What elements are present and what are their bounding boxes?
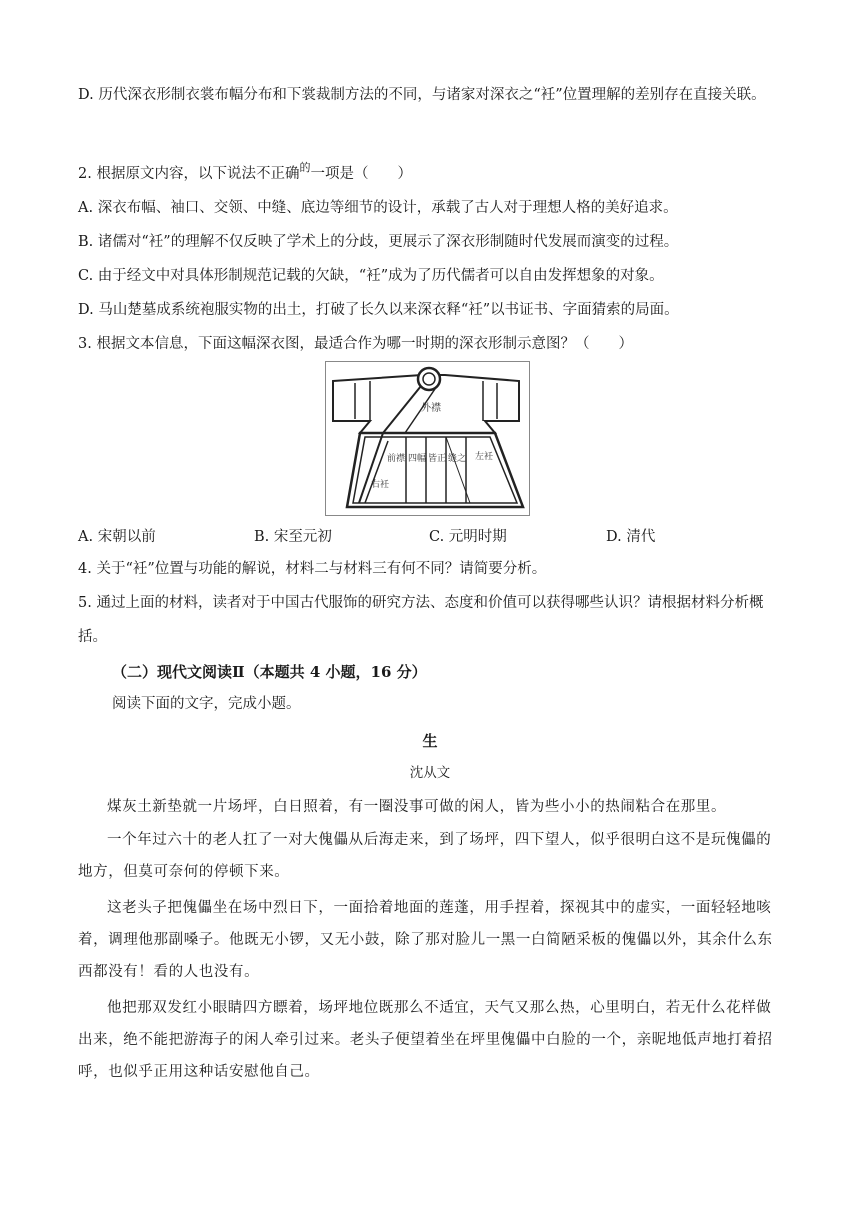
- question-2-option-c: C. 由于经文中对具体形制规范记载的欠缺，“衽”成为了历代儒者可以自由发挥想象的对象。: [78, 268, 664, 284]
- question-2-stem-before: 2. 根据原文内容，以下说法不正确: [78, 166, 300, 182]
- label-lap: 皆正: [428, 454, 447, 464]
- question-3-stem: 3. 根据文本信息，下面这幅深衣图，最适合作为哪一时期的深衣形制示意图？（ ）: [78, 336, 633, 352]
- label-front: 前襟: [387, 454, 406, 464]
- question-3-option-c: C. 元明时期: [429, 529, 507, 545]
- story-title: 生: [422, 732, 438, 750]
- story-author: 沈从文: [409, 765, 451, 781]
- label-right: 右衽: [371, 480, 390, 490]
- question-3-option-a: A. 宋朝以前: [78, 529, 156, 545]
- question-4: 4. 关于“衽”位置与功能的解说，材料二与材料三有何不同？请简要分析。: [78, 561, 547, 577]
- question-2-stem-after: 一项是（ ）: [310, 166, 412, 182]
- question-3-options: [78, 523, 784, 551]
- label-seam: 缝之: [448, 454, 467, 464]
- question-2-option-a: A. 深衣布幅、袖口、交领、中缝、底边等细节的设计，承载了古人对于理想人格的美好追求。: [78, 200, 678, 216]
- reading-instruction: 阅读下面的文字，完成小题。: [112, 696, 301, 712]
- shenyi-diagram: [325, 361, 530, 516]
- question-3-option-b: B. 宋至元初: [254, 529, 332, 545]
- story-paragraph-2: 一个年过六十的老人扛了一对大傀儡从后海走来，到了场坪，四下望人，似乎很明白这不是玩傀儡的地方，但莫可奈何的停顿下来。: [78, 832, 772, 880]
- label-four: 四幅: [408, 454, 427, 464]
- section-heading: （二）现代文阅读Ⅱ（本题共 4 小题，16 分）: [112, 663, 427, 681]
- label-left: 左衽: [475, 452, 494, 462]
- question-2-stem-sup: 的: [299, 161, 311, 174]
- question-3-option-d: D. 清代: [606, 529, 656, 545]
- question-2-stem: [78, 157, 784, 192]
- story-paragraph-1: 煤灰土新垫就一片场坪，白日照着，有一圈没事可做的闲人，皆为些小小的热闹粘合在那里。: [107, 799, 727, 815]
- question-1-option-d: D. 历代深衣形制衣裳布幅分布和下裳裁制方法的不同，与诸家对深衣之“衽”位置理解的差别存在直接关联。: [78, 87, 766, 103]
- question-2-option-b: B. 诸儒对“衽”的理解不仅反映了学术上的分歧，更展示了深衣形制随时代发展而演变的过程。: [78, 234, 679, 250]
- story-paragraph-4: 他把那双发红小眼睛四方瞟着，场坪地位既那么不适宜，天气又那么热，心里明白，若无什么花样做出来，绝不能把游海子的闲人牵引过来。老头子便望着坐在坪里傀儡中白脸的一个，亲昵地低声地打着招呼，也似乎正用这种话安慰他自己。: [78, 1000, 773, 1080]
- label-outer: 外襟: [421, 403, 441, 414]
- story-paragraph-3: 这老头子把傀儡坐在场中烈日下，一面拾着地面的莲蓬，用手捏着，探视其中的虚实，一面轻轻地咳着，调理他那副嗓子。他既无小锣，又无小鼓，除了那对脸儿一黑一白简陋采板的傀儡以外，其余什么东西都没有！看的人也没有。: [78, 900, 773, 980]
- question-2-option-d: D. 马山楚墓成系统袍服实物的出土，打破了长久以来深衣释“衽”以书证书、字面猜索的局面。: [78, 302, 679, 318]
- question-5: 5. 通过上面的材料，读者对于中国古代服饰的研究方法、态度和价值可以获得哪些认识？请根据材料分析概括。: [78, 595, 764, 645]
